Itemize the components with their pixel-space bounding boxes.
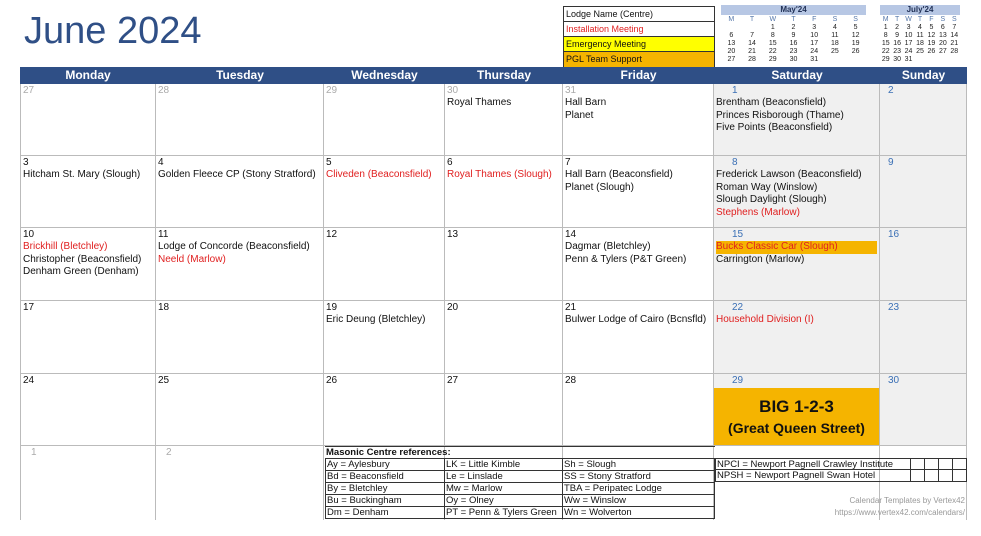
day-number: 23 — [888, 302, 900, 313]
mini-day[interactable]: 29 — [768, 56, 777, 63]
day-cell[interactable] — [156, 84, 324, 156]
empty-cell — [925, 470, 939, 481]
day-cell[interactable] — [445, 228, 563, 301]
mini-day[interactable]: 5 — [929, 24, 934, 31]
mini-day[interactable]: 11 — [916, 32, 924, 39]
mini-day[interactable]: 1 — [770, 24, 775, 31]
day-cell[interactable] — [880, 228, 967, 301]
day-cell[interactable] — [445, 156, 563, 228]
event-item[interactable]: Household Division (I) — [716, 314, 814, 325]
mini-day[interactable] — [914, 56, 925, 64]
legend-installation: Installation Meeting — [564, 22, 714, 37]
mini-day[interactable]: 16 — [893, 40, 902, 47]
featured-event-venue: (Great Queen Street) — [728, 419, 865, 436]
day-number: 29 — [326, 85, 338, 96]
legend — [563, 6, 715, 68]
day-number: 21 — [565, 302, 577, 313]
day-cell[interactable] — [20, 301, 156, 374]
mini-weekday: S — [853, 16, 858, 23]
day-cell[interactable] — [880, 84, 967, 156]
reference-entry: Le = Linslade — [445, 471, 563, 482]
mini-day[interactable]: 22 — [768, 48, 777, 55]
mini-day[interactable]: 20 — [727, 48, 736, 55]
weekday-monday: Monday — [65, 68, 111, 82]
day-number: 31 — [565, 85, 577, 96]
mini-day[interactable]: 14 — [748, 40, 756, 47]
day-number: 18 — [158, 302, 170, 313]
reference-entry: LK = Little Kimble — [445, 459, 563, 470]
mini-calendar-row — [721, 32, 866, 40]
credit-line2[interactable]: https://www.vertex42.com/calendars/ — [834, 508, 965, 517]
mini-weekday: W — [905, 16, 912, 23]
day-cell[interactable] — [714, 84, 880, 156]
mini-day[interactable]: 28 — [748, 56, 756, 63]
day-number: 20 — [447, 302, 459, 313]
mini-calendar-row — [880, 32, 960, 40]
day-number: 27 — [23, 85, 35, 96]
day-number: 1 — [31, 447, 37, 458]
mini-day[interactable]: 11 — [831, 32, 839, 39]
event-item[interactable]: Brickhill (Bletchley) — [23, 241, 108, 252]
event-item[interactable]: Frederick Lawson (Beaconsfield) — [716, 169, 862, 180]
reference-entry: Dm = Denham — [325, 507, 445, 518]
mini-day[interactable]: 25 — [831, 48, 839, 55]
day-number: 10 — [23, 229, 35, 240]
reference-entry: Sh = Slough — [563, 459, 715, 470]
day-number: 15 — [732, 229, 744, 240]
mini-day[interactable]: 8 — [883, 32, 888, 39]
mini-day[interactable]: 4 — [918, 24, 922, 31]
day-number: 2 — [888, 85, 894, 96]
event-item[interactable]: Roman Way (Winslow) — [716, 181, 818, 193]
extra-references — [715, 458, 967, 482]
mini-day[interactable]: 28 — [950, 48, 959, 55]
mini-day[interactable]: 22 — [881, 48, 890, 55]
legend-emergency: Emergency Meeting — [564, 37, 714, 52]
mini-day[interactable]: 14 — [950, 32, 959, 39]
day-cell[interactable] — [324, 228, 445, 301]
event-item[interactable]: Lodge of Concorde (Beaconsfield) — [158, 241, 310, 252]
reference-entry: Mw = Marlow — [445, 483, 563, 494]
day-cell[interactable] — [445, 301, 563, 374]
mini-day[interactable]: 18 — [831, 40, 839, 47]
empty-cell — [953, 470, 967, 481]
day-cell[interactable] — [20, 84, 156, 156]
event-item[interactable]: Carrington (Marlow) — [716, 253, 805, 265]
weekday-friday: Friday — [620, 68, 657, 82]
mini-calendar-row — [721, 56, 866, 64]
mini-day[interactable]: 27 — [938, 48, 947, 55]
day-number: 17 — [23, 302, 35, 313]
references-heading: Masonic Centre references: — [325, 447, 715, 459]
day-number: 28 — [565, 375, 577, 386]
empty-cell — [953, 459, 967, 469]
empty-cell — [939, 459, 953, 469]
mini-day[interactable]: 10 — [904, 32, 913, 39]
mini-weekday: M — [728, 16, 735, 23]
mini-day[interactable] — [926, 56, 937, 64]
mini-day[interactable]: 19 — [927, 40, 936, 47]
day-number: 30 — [888, 375, 900, 386]
day-number: 13 — [447, 229, 459, 240]
mini-day[interactable]: 2 — [791, 24, 796, 31]
reference-entry: Ww = Winslow — [563, 495, 715, 506]
mini-calendar-may — [721, 5, 866, 64]
mini-day[interactable]: 17 — [810, 40, 819, 47]
mini-day[interactable]: 29 — [881, 56, 890, 63]
day-number: 24 — [23, 375, 35, 386]
mini-day[interactable] — [845, 56, 866, 64]
mini-weekday: M — [882, 16, 889, 23]
weekday-tuesday: Tuesday — [216, 68, 264, 82]
mini-calendar-row — [880, 48, 960, 56]
weekday-header — [20, 67, 967, 84]
mini-day[interactable]: 9 — [895, 32, 900, 39]
day-cell[interactable] — [156, 301, 324, 374]
day-number: 28 — [158, 85, 170, 96]
legend-pgl: PGL Team Support — [564, 52, 714, 67]
mini-day[interactable]: 3 — [906, 24, 911, 31]
mini-day[interactable]: 1 — [883, 24, 888, 31]
mini-day[interactable]: 8 — [770, 32, 775, 39]
mini-day[interactable]: 10 — [810, 32, 819, 39]
mini-day[interactable]: 4 — [832, 24, 837, 31]
mini-calendar-july — [880, 5, 960, 64]
day-cell[interactable] — [324, 374, 445, 446]
reference-entry: NPCI = Newport Pagnell Crawley Institute — [715, 459, 911, 469]
reference-entry: NPSH = Newport Pagnell Swan Hotel — [715, 470, 911, 481]
mini-weekday: W — [769, 16, 777, 23]
day-number: 29 — [732, 375, 744, 386]
mini-day[interactable]: 9 — [791, 32, 796, 39]
day-cell[interactable] — [714, 374, 880, 446]
day-cell[interactable] — [324, 301, 445, 374]
mini-day[interactable]: 30 — [789, 56, 798, 63]
day-number: 22 — [732, 302, 744, 313]
day-cell[interactable] — [324, 84, 445, 156]
trailing-day-cell[interactable] — [20, 446, 156, 520]
mini-day[interactable]: 31 — [810, 56, 819, 63]
event-item[interactable]: Cliveden (Beaconsfield) — [326, 169, 432, 180]
day-cell[interactable] — [880, 374, 967, 446]
weekday-wednesday: Wednesday — [351, 68, 418, 82]
mini-day[interactable]: 31 — [904, 56, 913, 63]
day-cell[interactable] — [20, 156, 156, 228]
mini-day[interactable]: 23 — [789, 48, 798, 55]
page-title: June 2024 — [24, 10, 202, 52]
event-item[interactable]: Stephens (Marlow) — [716, 206, 800, 218]
empty-cell — [939, 470, 953, 481]
day-cell[interactable] — [714, 301, 880, 374]
day-number: 2 — [166, 447, 172, 458]
calendar-grid — [20, 84, 967, 446]
legend-lodge: Lodge Name (Centre) — [564, 7, 714, 22]
masonic-references — [325, 446, 715, 519]
reference-entry: TBA = Peripatec Lodge — [563, 483, 715, 494]
reference-row — [715, 470, 967, 482]
event-item[interactable]: Planet (Slough) — [565, 181, 634, 193]
mini-day[interactable]: 23 — [893, 48, 902, 55]
weekday-thursday: Thursday — [476, 68, 531, 82]
mini-day[interactable]: 25 — [916, 48, 924, 55]
mini-day[interactable]: 12 — [927, 32, 936, 39]
mini-day[interactable]: 15 — [768, 40, 777, 47]
mini-weekday: T — [791, 16, 796, 23]
mini-day[interactable]: 7 — [750, 32, 755, 39]
mini-day[interactable]: 19 — [851, 40, 860, 47]
mini-calendar-title: July'24 — [880, 5, 960, 15]
day-cell[interactable] — [563, 156, 714, 228]
mini-weekday: T — [894, 16, 900, 23]
mini-day[interactable]: 27 — [727, 56, 736, 63]
event-item[interactable]: Hall Barn (Beaconsfield) — [565, 169, 673, 180]
mini-day[interactable]: 12 — [851, 32, 860, 39]
mini-calendar-weekdays — [721, 15, 866, 24]
reference-entry: Bd = Beaconsfield — [325, 471, 445, 482]
day-number: 7 — [565, 157, 571, 168]
mini-weekday: S — [951, 16, 957, 23]
reference-row — [325, 483, 715, 495]
mini-day[interactable]: 21 — [950, 40, 959, 47]
day-number: 11 — [158, 229, 169, 240]
event-item[interactable]: Denham Green (Denham) — [23, 266, 139, 277]
mini-calendar-row — [880, 56, 960, 64]
day-cell[interactable] — [563, 84, 714, 156]
mini-day[interactable]: 18 — [916, 40, 924, 47]
weekday-sunday: Sunday — [901, 68, 946, 82]
day-number: 25 — [158, 375, 170, 386]
day-cell[interactable] — [156, 156, 324, 228]
mini-day[interactable]: 13 — [938, 32, 947, 39]
day-cell[interactable] — [563, 374, 714, 446]
reference-row — [325, 495, 715, 507]
mini-day[interactable]: 6 — [729, 32, 734, 39]
day-number: 27 — [447, 375, 459, 386]
reference-entry: SS = Stony Stratford — [563, 471, 715, 482]
empty-cell — [911, 470, 925, 481]
event-item[interactable]: Five Points (Beaconsfield) — [716, 122, 833, 133]
day-cell[interactable] — [445, 374, 563, 446]
mini-calendar-row — [721, 48, 866, 56]
mini-day[interactable]: 7 — [952, 24, 957, 31]
reference-entry: Bu = Buckingham — [325, 495, 445, 506]
mini-day[interactable] — [949, 56, 960, 64]
day-cell[interactable] — [445, 84, 563, 156]
event-item[interactable]: Hitcham St. Mary (Slough) — [23, 169, 141, 180]
event-item[interactable]: Slough Daylight (Slough) — [716, 194, 827, 205]
event-item[interactable]: Neeld (Marlow) — [158, 253, 226, 265]
event-item[interactable]: Royal Thames (Slough) — [447, 169, 552, 180]
mini-day[interactable]: 26 — [851, 48, 860, 55]
event-item[interactable]: Bulwer Lodge of Cairo (Bcnsfld) — [565, 314, 707, 325]
day-cell[interactable] — [563, 301, 714, 374]
mini-day[interactable]: 15 — [881, 40, 890, 47]
mini-day[interactable]: 20 — [938, 40, 947, 47]
event-item[interactable]: Royal Thames — [447, 97, 512, 108]
credit — [835, 495, 965, 519]
reference-row — [325, 459, 715, 471]
mini-day[interactable]: 26 — [927, 48, 936, 55]
day-number: 16 — [888, 229, 900, 240]
event-item[interactable]: Dagmar (Bletchley) — [565, 241, 651, 252]
day-number: 14 — [565, 229, 577, 240]
day-number: 12 — [326, 229, 338, 240]
day-number: 6 — [447, 157, 453, 168]
mini-weekday: F — [812, 16, 817, 23]
day-number: 30 — [447, 85, 459, 96]
day-number: 5 — [326, 157, 332, 168]
day-number: 26 — [326, 375, 338, 386]
event-item[interactable]: Golden Fleece CP (Stony Stratford) — [158, 169, 316, 180]
day-number: 1 — [732, 85, 738, 96]
mini-weekday: T — [917, 16, 923, 23]
mini-day[interactable]: 24 — [904, 48, 913, 55]
featured-event[interactable] — [714, 388, 879, 445]
day-cell[interactable] — [324, 156, 445, 228]
day-cell[interactable] — [156, 374, 324, 446]
mini-day[interactable]: 21 — [748, 48, 756, 55]
trailing-day-cell[interactable] — [156, 446, 324, 520]
mini-day[interactable]: 17 — [904, 40, 913, 47]
day-cell[interactable] — [714, 228, 880, 301]
mini-day[interactable]: 6 — [940, 24, 945, 31]
day-cell[interactable] — [156, 228, 324, 301]
mini-day[interactable]: 24 — [810, 48, 819, 55]
event-item[interactable]: Planet — [565, 109, 594, 121]
mini-weekday: S — [832, 16, 838, 23]
mini-weekday: S — [940, 16, 946, 23]
mini-calendar-row — [880, 24, 960, 32]
reference-row — [325, 471, 715, 483]
reference-entry: PT = Penn & Tylers Green — [445, 507, 563, 518]
day-cell[interactable] — [880, 301, 967, 374]
mini-calendar-row — [880, 40, 960, 48]
mini-day[interactable]: 5 — [853, 24, 858, 31]
weekday-saturday: Saturday — [771, 68, 823, 82]
event-item[interactable]: Eric Deung (Bletchley) — [326, 314, 426, 325]
reference-row — [715, 458, 967, 470]
mini-day[interactable]: 13 — [727, 40, 736, 47]
event-item[interactable]: Hall Barn — [565, 97, 607, 108]
reference-entry: Ay = Aylesbury — [325, 459, 445, 470]
reference-entry: Wn = Wolverton — [563, 507, 715, 518]
day-number: 3 — [23, 157, 29, 168]
mini-weekday: T — [749, 16, 755, 23]
mini-calendar-title: May'24 — [721, 5, 866, 15]
day-number: 9 — [888, 157, 894, 168]
day-number: 8 — [732, 157, 738, 168]
day-cell[interactable] — [20, 374, 156, 446]
mini-day[interactable]: 2 — [895, 24, 900, 31]
mini-calendar-row — [721, 40, 866, 48]
event-item[interactable]: Princes Risborough (Thame) — [716, 109, 844, 121]
mini-day[interactable] — [742, 24, 763, 32]
mini-day[interactable] — [937, 56, 948, 64]
empty-cell — [925, 459, 939, 469]
empty-cell — [911, 459, 925, 469]
mini-calendar-weekdays — [880, 15, 960, 24]
reference-entry: By = Bletchley — [325, 483, 445, 494]
day-cell[interactable] — [563, 228, 714, 301]
reference-row — [325, 507, 715, 519]
event-item[interactable]: Bucks Classic Car (Slough) — [716, 241, 877, 254]
mini-day[interactable]: 16 — [789, 40, 798, 47]
mini-weekday: F — [929, 16, 934, 23]
reference-entry: Oy = Olney — [445, 495, 563, 506]
event-item[interactable]: Christopher (Beaconsfield) — [23, 253, 142, 265]
event-item[interactable]: Brentham (Beaconsfield) — [716, 97, 827, 108]
mini-day[interactable] — [825, 56, 846, 64]
featured-event-title: BIG 1-2-3 — [759, 396, 834, 416]
mini-day[interactable]: 3 — [812, 24, 817, 31]
mini-calendar-row — [721, 24, 866, 32]
mini-day[interactable] — [721, 24, 742, 32]
credit-line1: Calendar Templates by Vertex42 — [849, 496, 965, 505]
mini-day[interactable]: 30 — [893, 56, 902, 63]
day-cell[interactable] — [714, 156, 880, 228]
day-number: 19 — [326, 302, 338, 313]
day-number: 4 — [158, 157, 164, 168]
event-item[interactable]: Penn & Tylers (P&T Green) — [565, 253, 687, 265]
day-cell[interactable] — [20, 228, 156, 301]
day-cell[interactable] — [880, 156, 967, 228]
